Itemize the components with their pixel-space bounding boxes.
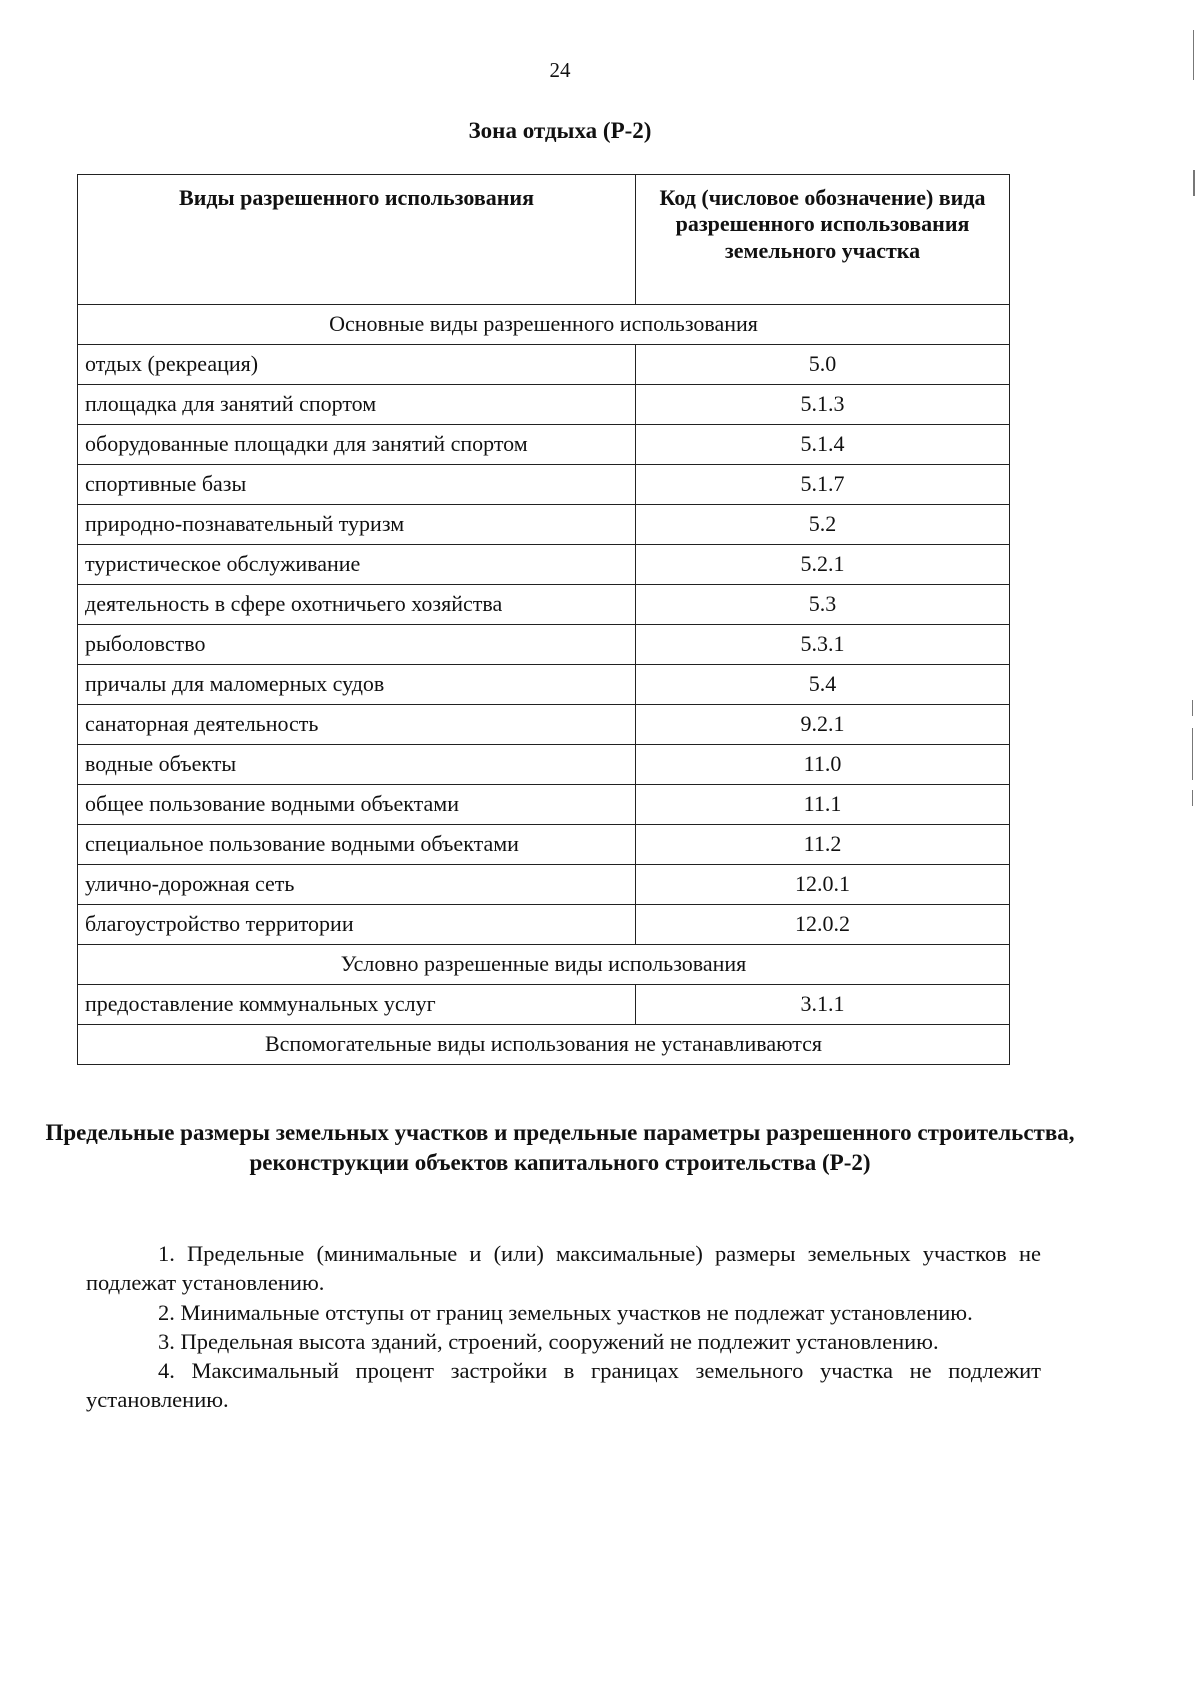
table-row <box>78 865 1010 905</box>
section-row-conditional <box>78 945 1010 985</box>
section-auxiliary-label: Вспомогательные виды использования не устанавливаются <box>78 1025 1010 1065</box>
use-name: улично-дорожная сеть <box>78 865 636 905</box>
use-name: спортивные базы <box>78 465 636 505</box>
table-row <box>78 505 1010 545</box>
table-row <box>78 585 1010 625</box>
parameter-item: 4. Максимальный процент застройки в границах земельного участка не подлежит установлению. <box>86 1358 1041 1413</box>
parameter-item: 1. Предельные (минимальные и (или) максимальные) размеры земельных участков не подлежат установлению. <box>86 1241 1041 1296</box>
use-code: 5.1.7 <box>636 465 1010 505</box>
parameter-item: 2. Минимальные отступы от границ земельных участков не подлежат установлению. <box>158 1299 973 1325</box>
use-name: оборудованные площадки для занятий спортом <box>78 425 636 465</box>
use-name: площадка для занятий спортом <box>78 385 636 425</box>
parameters-heading: Предельные размеры земельных участков и предельные параметры разрешенного строительства, реконструкции объектов капитального строительства (Р-2) <box>45 1120 1075 1175</box>
page-number: 24 <box>549 58 571 82</box>
scan-artifact <box>1192 728 1193 780</box>
use-code: 3.1.1 <box>636 985 1010 1025</box>
use-name: водные объекты <box>78 745 636 785</box>
use-code: 5.2 <box>636 505 1010 545</box>
use-name: деятельность в сфере охотничьего хозяйства <box>78 585 636 625</box>
table-row <box>78 465 1010 505</box>
table-header-row <box>78 175 1010 305</box>
section-row-main <box>78 305 1010 345</box>
section-main-label: Основные виды разрешенного использования <box>78 305 1010 345</box>
use-code: 5.2.1 <box>636 545 1010 585</box>
use-code: 12.0.1 <box>636 865 1010 905</box>
use-name: отдых (рекреация) <box>78 345 636 385</box>
use-code: 5.1.4 <box>636 425 1010 465</box>
parameters-list <box>86 1239 1041 1415</box>
use-code: 5.1.3 <box>636 385 1010 425</box>
use-name: рыболовство <box>78 625 636 665</box>
scan-artifact <box>1193 30 1194 80</box>
use-code: 11.2 <box>636 825 1010 865</box>
use-name: санаторная деятельность <box>78 705 636 745</box>
use-name: специальное пользование водными объектами <box>78 825 636 865</box>
table-row <box>78 545 1010 585</box>
table-row <box>78 905 1010 945</box>
use-code: 12.0.2 <box>636 905 1010 945</box>
table-row <box>78 425 1010 465</box>
table-row <box>78 385 1010 425</box>
scan-artifact <box>1192 790 1193 806</box>
use-code: 5.0 <box>636 345 1010 385</box>
use-code: 9.2.1 <box>636 705 1010 745</box>
use-name: благоустройство территории <box>78 905 636 945</box>
use-name: туристическое обслуживание <box>78 545 636 585</box>
use-code: 5.4 <box>636 665 1010 705</box>
table-row <box>78 785 1010 825</box>
scan-artifact <box>1192 700 1193 716</box>
table-row <box>78 705 1010 745</box>
permitted-uses-table <box>77 174 1010 1065</box>
use-code: 11.1 <box>636 785 1010 825</box>
use-name: общее пользование водными объектами <box>78 785 636 825</box>
table-row <box>78 985 1010 1025</box>
table-row <box>78 665 1010 705</box>
parameter-item: 3. Предельная высота зданий, строений, сооружений не подлежит установлению. <box>158 1328 939 1354</box>
table-row <box>78 825 1010 865</box>
use-code: 5.3.1 <box>636 625 1010 665</box>
table-row <box>78 345 1010 385</box>
scan-artifact <box>1193 170 1195 196</box>
use-name: причалы для маломерных судов <box>78 665 636 705</box>
zone-title: Зона отдыха (Р-2) <box>468 118 652 143</box>
use-code: 5.3 <box>636 585 1010 625</box>
section-conditional-label: Условно разрешенные виды использования <box>78 945 1010 985</box>
header-use-type: Виды разрешенного использования <box>78 175 636 305</box>
use-code: 11.0 <box>636 745 1010 785</box>
table-row <box>78 745 1010 785</box>
section-row-auxiliary <box>78 1025 1010 1065</box>
table-row <box>78 625 1010 665</box>
use-name: предоставление коммунальных услуг <box>78 985 636 1025</box>
use-name: природно-познавательный туризм <box>78 505 636 545</box>
header-use-code: Код (числовое обозначение) вида разрешенного использования земельного участка <box>636 175 1010 305</box>
